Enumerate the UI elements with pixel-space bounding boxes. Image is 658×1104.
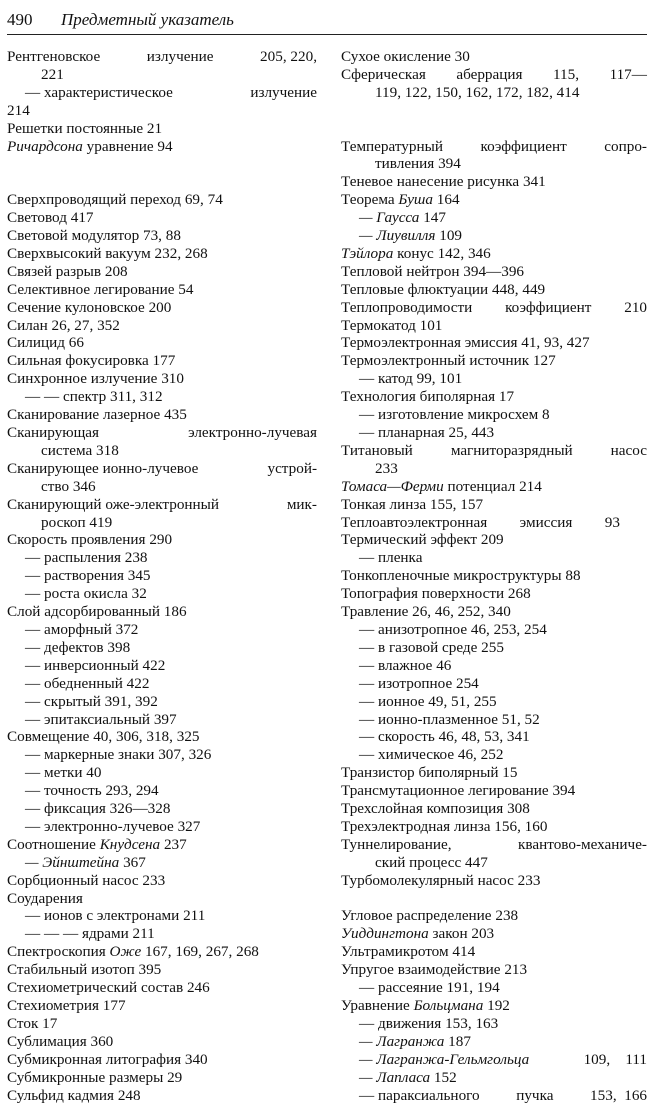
index-entry: Угловое распределение 238 [341, 907, 519, 925]
index-subentry: — изготовление микросхем 8 [359, 406, 550, 424]
index-entry: Теплоавтоэлектронная эмиссия 93 [341, 513, 620, 531]
index-subentry: — Лагранжа 187 [359, 1032, 471, 1050]
index-subentry: — рассеяние 191, 194 [359, 979, 500, 997]
index-entry: Сильная фокусировка 177 [7, 352, 176, 370]
index-subentry: — катод 99, 101 [359, 370, 463, 388]
index-subentry: — ионное 49, 51, 255 [359, 692, 497, 710]
index-entry: Титановый магниторазрядный насос [341, 441, 647, 459]
index-entry-continuation: система 318 [41, 441, 119, 459]
index-entry: Термоэлектронная эмиссия 41, 93, 427 [341, 334, 590, 352]
index-entry: Субмикронная литография 340 [7, 1050, 208, 1068]
index-entry-continuation: тивления 394 [375, 155, 461, 173]
index-subentry: — инверсионный 422 [25, 656, 166, 674]
index-entry: Турбомолекулярный насос 233 [341, 871, 541, 889]
index-entry: Трехслойная композиция 308 [341, 800, 530, 818]
index-entry: Сканирующее ионно-лучевое устрой- [7, 459, 317, 477]
index-entry: Тепловой нейтрон 394—396 [341, 262, 525, 280]
index-subentry: — Гаусса 147 [359, 209, 446, 227]
index-entry: Тепловые флюктуации 448, 449 [341, 280, 546, 298]
index-subentry: — электронно-лучевое 327 [25, 817, 201, 835]
index-entry: Уравнение Больцмана 192 [341, 997, 510, 1014]
index-entry: Транзистор биполярный 15 [341, 764, 518, 782]
index-entry-continuation: 233 [375, 459, 398, 477]
index-entry-continuation: ство 346 [41, 477, 96, 495]
index-entry: Слой адсорбированный 186 [7, 603, 187, 621]
index-subentry: — роста окисла 32 [25, 585, 147, 603]
index-subentry: — точность 293, 294 [25, 782, 159, 800]
index-entry: Рентгеновское излучение 205, 220, [7, 48, 317, 65]
page-title: Предметный указатель [61, 10, 234, 29]
index-column-left [7, 48, 317, 1104]
index-entry-continuation: 221 [41, 65, 64, 83]
index-entry: Сферическая аберрация 115, 117— [341, 65, 647, 83]
index-subentry: — дефектов 398 [25, 638, 131, 656]
index-subentry: — метки 40 [25, 764, 102, 782]
index-entry: Теплопроводимости коэффициент 210 [341, 298, 647, 316]
index-entry: Силан 26, 27, 352 [7, 316, 120, 334]
index-subentry: — Лагранжа-Гельмгольца 109, 111 [359, 1050, 647, 1068]
index-entry: Травление 26, 46, 252, 340 [341, 603, 511, 621]
index-entry: Сухое окисление 30 [341, 48, 470, 65]
index-entry: Трансмутационное легирование 394 [341, 782, 576, 800]
index-subentry: — эпитаксиальный 397 [25, 710, 177, 728]
index-subentry: — характеристическое излучение [25, 83, 317, 101]
index-entry: Томаса—Ферми потенциал 214 [341, 477, 542, 495]
index-entry: Температурный коэффициент сопро- [341, 137, 647, 155]
index-entry-continuation: роскоп 419 [41, 513, 113, 531]
index-subentry: — Эйнштейна 367 [25, 853, 146, 871]
index-subentry: — планарная 25, 443 [359, 424, 495, 442]
index-entry: Сток 17 [7, 1014, 58, 1032]
index-entry: Трехэлектродная линза 156, 160 [341, 817, 548, 835]
index-entry: Технология биполярная 17 [341, 388, 515, 406]
page-header [7, 6, 647, 35]
index-entry: Связей разрыв 208 [7, 262, 128, 280]
index-entry-continuation: ский процесс 447 [375, 853, 488, 871]
index-entry: Стабильный изотоп 395 [7, 961, 162, 979]
index-subentry: — растворения 345 [25, 567, 151, 585]
index-entry: Совмещение 40, 306, 318, 325 [7, 728, 200, 746]
index-column-right [341, 48, 647, 1104]
index-subentry: — движения 153, 163 [359, 1014, 499, 1032]
index-entry: Теорема Буша 164 [341, 191, 460, 209]
index-subentry: — — — ядрами 211 [25, 925, 155, 943]
index-subentry: — Лапласа 152 [359, 1068, 457, 1086]
index-subentry: — распыления 238 [25, 549, 148, 567]
index-subentry: — параксиального пучка 153, 166 [359, 1086, 647, 1104]
index-entry: Стехиометрия 177 [7, 997, 126, 1015]
index-subentry: — маркерные знаки 307, 326 [25, 746, 212, 764]
index-entry: Сканирующий оже-электронный мик- [7, 495, 317, 513]
index-subentry: — скрытый 391, 392 [25, 692, 158, 710]
index-entry: Сканирующая электронно-лучевая [7, 424, 317, 442]
index-entry: Субмикронные размеры 29 [7, 1068, 183, 1086]
index-entry: Сублимация 360 [7, 1032, 114, 1050]
index-entry: Термокатод 101 [341, 316, 443, 334]
index-subentry: — в газовой среде 255 [359, 638, 504, 656]
index-entry: Тонкая линза 155, 157 [341, 495, 484, 513]
index-subentry: — скорость 46, 48, 53, 341 [359, 728, 530, 746]
index-entry: Соотношение Кнудсена 237 [7, 835, 187, 853]
index-entry: Световод 417 [7, 209, 94, 227]
index-entry: Сечение кулоновское 200 [7, 298, 172, 316]
index-entry: Упругое взаимодействие 213 [341, 961, 528, 979]
index-subentry: — ионно-плазменное 51, 52 [359, 710, 540, 728]
index-entry: Уиддингтона закон 203 [341, 925, 495, 943]
index-subentry: — обедненный 422 [25, 674, 150, 692]
index-entry: Тонкопленочные микроструктуры 88 [341, 567, 581, 585]
index-subentry: — анизотропное 46, 253, 254 [359, 620, 547, 638]
index-entry: Термоэлектронный источник 127 [341, 352, 556, 370]
index-subentry: — влажное 46 [359, 656, 452, 674]
index-entry: Ультрамикротом 414 [341, 943, 476, 961]
index-subentry: — пленка [359, 549, 423, 567]
index-entry: Сорбционный насос 233 [7, 871, 166, 889]
index-entry: Тэйлора конус 142, 346 [341, 244, 491, 262]
index-entry: Световой модулятор 73, 88 [7, 227, 181, 245]
index-entry: Селективное легирование 54 [7, 280, 194, 298]
index-entry: Сверхвысокий вакуум 232, 268 [7, 244, 208, 262]
index-entry: Стехиометрический состав 246 [7, 979, 210, 997]
index-entry: Туннелирование, квантово-механиче- [341, 835, 647, 853]
index-entry: Термический эффект 209 [341, 531, 504, 549]
index-entry: Ричардсона уравнение 94 [7, 137, 173, 155]
index-subentry: — фиксация 326—328 [25, 800, 171, 818]
index-subentry: — изотропное 254 [359, 674, 479, 692]
index-entry: Спектроскопия Оже 167, 169, 267, 268 [7, 943, 259, 961]
page-number: 490 [7, 10, 33, 29]
index-entry: Синхронное излучение 310 [7, 370, 184, 388]
index-entry-continuation: 214 [7, 101, 30, 119]
index-entry: Решетки постоянные 21 [7, 119, 163, 137]
index-subentry: — химическое 46, 252 [359, 746, 504, 764]
index-subentry: — аморфный 372 [25, 620, 139, 638]
index-entry: Силицид 66 [7, 334, 84, 352]
index-subentry: — — спектр 311, 312 [25, 388, 163, 406]
index-entry: Сканирование лазерное 435 [7, 406, 187, 424]
index-entry: Сульфид кадмия 248 [7, 1086, 141, 1104]
index-subentry: — Лиувилля 109 [359, 227, 462, 245]
index-entry: Соударения [7, 889, 83, 907]
index-entry-continuation: 119, 122, 150, 162, 172, 182, 414 [375, 83, 580, 101]
index-entry: Скорость проявления 290 [7, 531, 173, 549]
index-entry: Топография поверхности 268 [341, 585, 531, 603]
index-subentry: — ионов с электронами 211 [25, 907, 206, 925]
index-entry: Теневое нанесение рисунка 341 [341, 173, 546, 191]
index-entry: Сверхпроводящий переход 69, 74 [7, 191, 223, 209]
